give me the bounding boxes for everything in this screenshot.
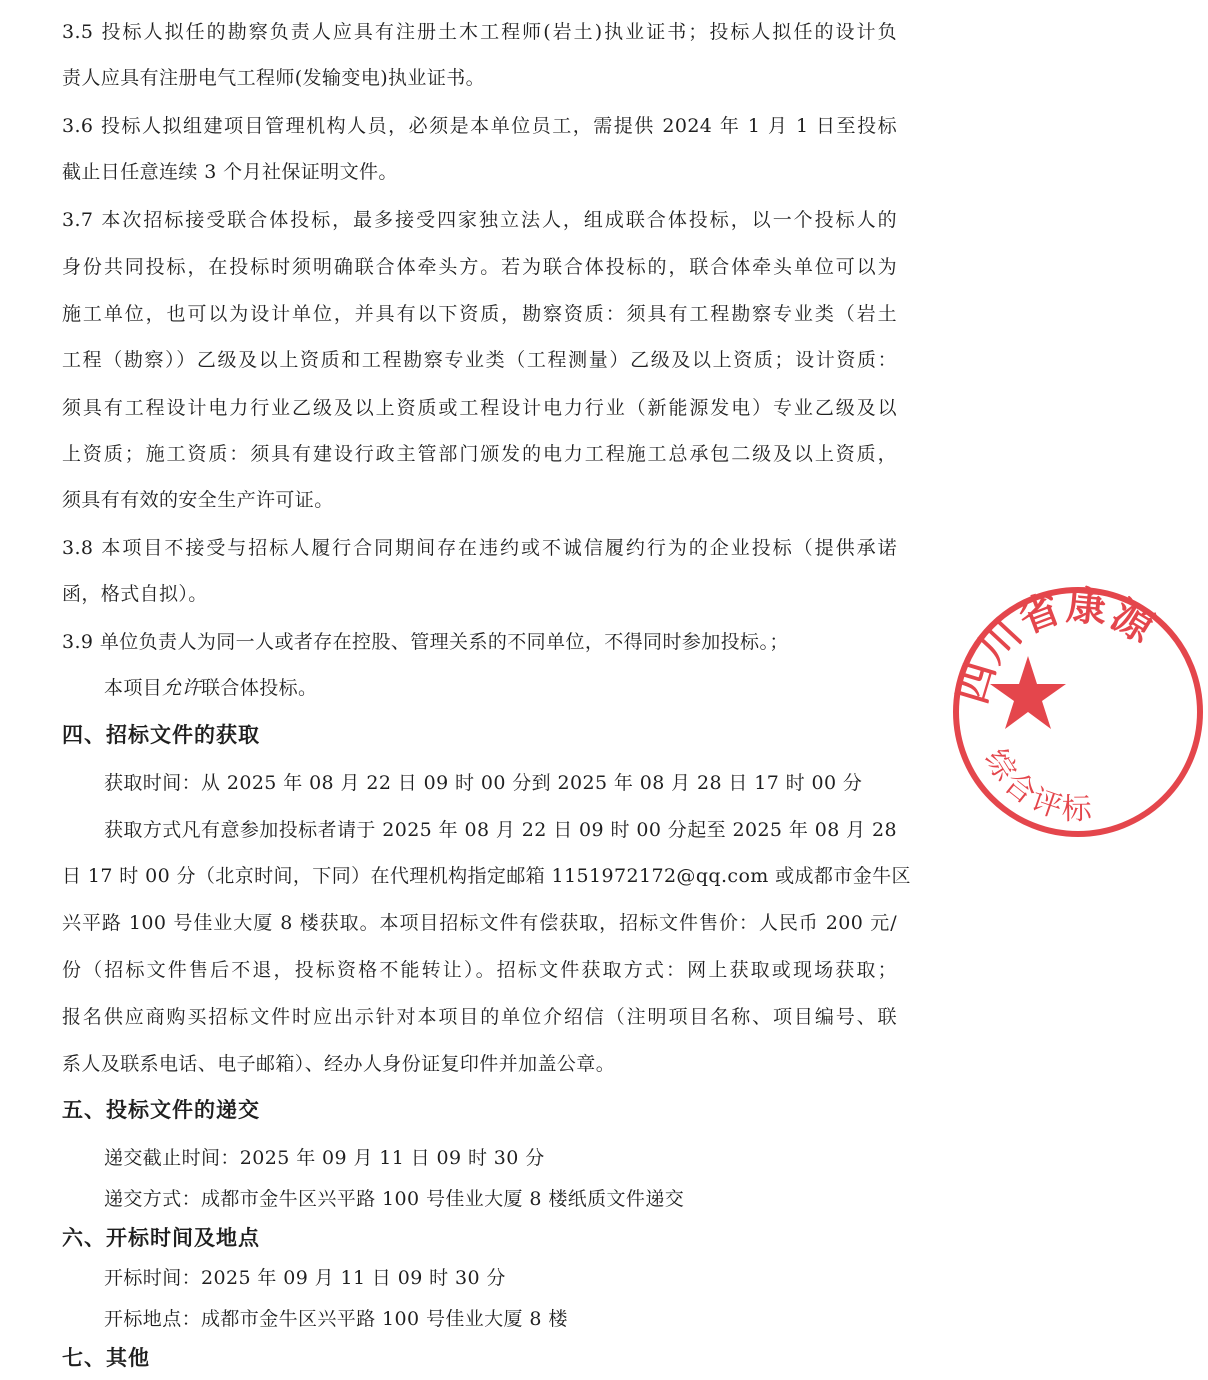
- seal-top-text: 四川省康源: [948, 581, 1164, 709]
- text-line: 获取方式凡有意参加投标者请于 2025 年 08 月 22 日 09 时 00 分起至 2025 年 08 月 28: [104, 819, 897, 841]
- text-line: 递交截止时间：2025 年 09 月 11 日 09 时 30 分: [104, 1147, 545, 1169]
- text-line: 须具有工程设计电力行业乙级及以上资质或工程设计电力行业（新能源发电）专业乙级及以: [62, 397, 897, 419]
- section-heading: 五、投标文件的递交: [62, 1098, 260, 1122]
- text-segment: 联合体投标。: [201, 677, 318, 699]
- text-line: 日 17 时 00 分（北京时间，下同）在代理机构指定邮箱 1151972172@qq.com 或成都市金牛区: [62, 865, 911, 887]
- text-line: 函，格式自拟）。: [62, 583, 208, 605]
- text-line: 开标地点：成都市金牛区兴平路 100 号佳业大厦 8 楼: [104, 1308, 568, 1330]
- text-line: 工程（勘察））乙级及以上资质和工程勘察专业类（工程测量）乙级及以上资质；设计资质：: [62, 349, 897, 371]
- text-line: 开标时间：2025 年 09 月 11 日 09 时 30 分: [104, 1267, 506, 1289]
- text-segment: 本项目: [104, 677, 163, 699]
- text-line: 3.8 本项目不接受与招标人履行合同期间存在违约或不诚信履约行为的企业投标（提供承诺: [62, 537, 897, 559]
- text-line: 3.7 本次招标接受联合体投标，最多接受四家独立法人，组成联合体投标，以一个投标人的: [62, 209, 897, 231]
- text-line: [104, 675, 317, 701]
- text-line: 报名供应商购买招标文件时应出示针对本项目的单位介绍信（注明项目名称、项目编号、联: [62, 1006, 897, 1028]
- text-line: 兴平路 100 号佳业大厦 8 楼获取。本项目招标文件有偿获取，招标文件售价：人民币 200 元/: [62, 912, 897, 934]
- text-line: 份（招标文件售后不退，投标资格不能转让）。招标文件获取方式：网上获取或现场获取；: [62, 959, 897, 981]
- text-line: 截止日任意连续 3 个月社保证明文件。: [62, 161, 398, 183]
- text-line: 获取时间：从 2025 年 08 月 22 日 09 时 00 分到 2025 年 08 月 28 日 17 时 00 分: [104, 772, 863, 794]
- text-line: 须具有有效的安全生产许可证。: [62, 489, 334, 511]
- text-line: 身份共同投标，在投标时须明确联合体牵头方。若为联合体投标的，联合体牵头单位可以为: [62, 256, 897, 278]
- seal-bottom-text: 综合评标: [977, 743, 1096, 828]
- emphasized-text: 允许: [162, 677, 202, 699]
- text-line: 3.5 投标人拟任的勘察负责人应具有注册土木工程师(岩土)执业证书；投标人拟任的设计负: [62, 21, 897, 43]
- official-seal: [948, 572, 1208, 842]
- text-line: 3.9 单位负责人为同一人或者存在控股、管理关系的不同单位，不得同时参加投标。；: [62, 631, 789, 653]
- section-heading: 四、招标文件的获取: [62, 723, 260, 747]
- section-heading: 六、开标时间及地点: [62, 1226, 260, 1250]
- text-line: 施工单位，也可以为设计单位，并具有以下资质，勘察资质：须具有工程勘察专业类（岩土: [62, 303, 897, 325]
- text-line: 上资质；施工资质：须具有建设行政主管部门颁发的电力工程施工总承包二级及以上资质，: [62, 443, 897, 465]
- text-line: 递交方式：成都市金牛区兴平路 100 号佳业大厦 8 楼纸质文件递交: [104, 1188, 685, 1210]
- text-line: 3.6 投标人拟组建项目管理机构人员，必须是本单位员工，需提供 2024 年 1 月 1 日至投标: [62, 115, 897, 137]
- text-line: 系人及联系电话、电子邮箱）、经办人身份证复印件并加盖公章。: [62, 1053, 616, 1075]
- text-line: 责人应具有注册电气工程师(发输变电)执业证书。: [62, 67, 486, 89]
- section-heading: 七、其他: [62, 1346, 150, 1370]
